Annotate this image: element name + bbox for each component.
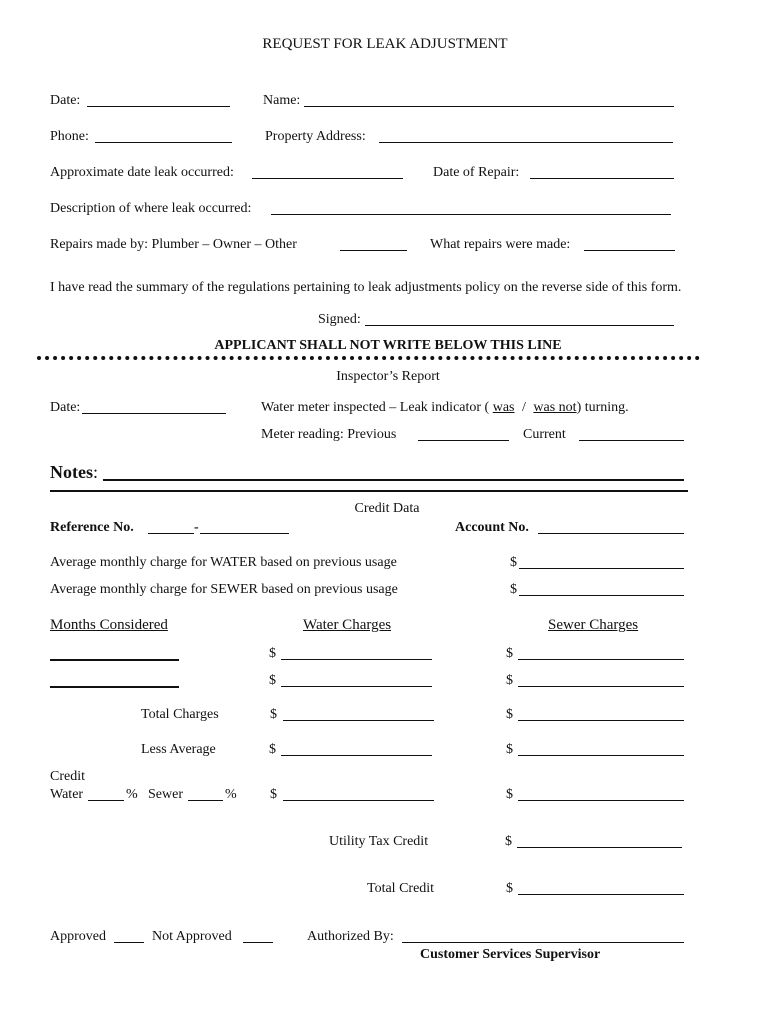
account-number-field[interactable] [538, 533, 684, 534]
not-approved-label: Not Approved [152, 929, 232, 944]
divider-notice: APPLICANT SHALL NOT WRITE BELOW THIS LINE [214, 338, 562, 353]
option-separator: / [522, 400, 526, 415]
sewer-pct-sign: % [225, 787, 237, 802]
not-approved-field[interactable] [243, 942, 273, 943]
credit-data-heading: Credit Data [354, 501, 420, 516]
total-sewer-field[interactable] [518, 720, 684, 721]
total-credit-field[interactable] [518, 894, 684, 895]
total-water-field[interactable] [283, 720, 434, 721]
water-meter-label: Water meter inspected – Leak indicator ( [261, 400, 490, 415]
utility-tax-credit-field[interactable] [517, 847, 682, 848]
month-2-water-currency: $ [269, 673, 276, 688]
current-reading-field[interactable] [579, 440, 684, 441]
was-option[interactable]: was [492, 400, 515, 415]
meter-reading-label: Meter reading: Previous [261, 427, 397, 442]
signed-label: Signed: [318, 312, 361, 327]
less-average-label: Less Average [141, 742, 216, 757]
phone-field[interactable] [95, 142, 232, 143]
property-address-label: Property Address: [265, 129, 366, 144]
water-charges-header: Water Charges [303, 617, 392, 633]
name-label: Name: [263, 93, 301, 108]
total-charges-label: Total Charges [141, 707, 219, 722]
notes-colon: : [93, 462, 99, 482]
month-1-field[interactable] [50, 659, 179, 661]
months-considered-header: Months Considered [50, 617, 168, 633]
less-average-water-currency: $ [269, 742, 276, 757]
total-credit-label: Total Credit [367, 881, 435, 896]
approx-date-label: Approximate date leak occurred: [50, 165, 234, 180]
credit-label: Credit [50, 769, 85, 784]
utility-tax-credit-label: Utility Tax Credit [329, 834, 429, 849]
was-not-option[interactable]: was not [533, 400, 577, 415]
repairs-other-field[interactable] [340, 250, 407, 251]
reference-number-label: Reference No. [50, 520, 134, 535]
current-reading-label: Current [523, 427, 566, 442]
turning-text: ) turning. [576, 400, 629, 415]
avg-water-label: Average monthly charge for WATER based on previous usage [50, 555, 397, 570]
supervisor-title: Customer Services Supervisor [420, 947, 601, 962]
reference-number-part2[interactable] [200, 533, 289, 534]
phone-label: Phone: [50, 129, 89, 144]
inspector-date-field[interactable] [82, 413, 226, 414]
date-label: Date: [50, 93, 81, 108]
name-field[interactable] [304, 106, 674, 107]
what-repairs-field[interactable] [584, 250, 675, 251]
sewer-charges-header: Sewer Charges [548, 617, 639, 633]
less-average-sewer-currency: $ [506, 742, 513, 757]
signature-field[interactable] [365, 325, 674, 326]
credit-sewer-field[interactable] [518, 800, 684, 801]
previous-reading-field[interactable] [418, 440, 509, 441]
avg-sewer-field[interactable] [519, 595, 684, 596]
month-2-sewer-currency: $ [506, 673, 513, 688]
water-pct-label: Water [50, 787, 84, 802]
date-field[interactable] [87, 106, 230, 107]
reference-number-part1[interactable] [148, 533, 194, 534]
property-address-field[interactable] [379, 142, 673, 143]
form-title: REQUEST FOR LEAK ADJUSTMENT [262, 36, 508, 52]
utility-tax-currency: $ [505, 834, 512, 849]
water-pct-field[interactable] [88, 800, 124, 801]
inspector-report-heading: Inspector’s Report [336, 369, 440, 384]
month-2-sewer-field[interactable] [518, 686, 684, 687]
month-2-water-field[interactable] [281, 686, 432, 687]
avg-sewer-label: Average monthly charge for SEWER based on previous usage [50, 582, 398, 597]
month-1-sewer-field[interactable] [518, 659, 684, 660]
description-field[interactable] [271, 214, 671, 215]
water-pct-sign: % [126, 787, 138, 802]
approved-label: Approved [50, 929, 106, 944]
total-sewer-currency: $ [506, 707, 513, 722]
total-water-currency: $ [270, 707, 277, 722]
month-1-water-currency: $ [269, 646, 276, 661]
leak-indicator-line [261, 400, 629, 416]
reference-dash: - [194, 520, 199, 535]
authorized-by-field[interactable] [402, 942, 684, 943]
credit-water-currency: $ [270, 787, 277, 802]
notes-field[interactable] [103, 479, 684, 481]
dotted-divider [37, 356, 700, 360]
statement-text: I have read the summary of the regulations pertaining to leak adjustments policy on the reverse side of this form. [50, 280, 682, 295]
notes-rule [50, 490, 688, 492]
total-credit-currency: $ [506, 881, 513, 896]
approx-date-field[interactable] [252, 178, 403, 179]
credit-sewer-currency: $ [506, 787, 513, 802]
authorized-by-label: Authorized By: [307, 929, 394, 944]
repairs-made-by-label: Repairs made by: Plumber – Owner – Other [50, 237, 297, 252]
inspector-date-label: Date: [50, 400, 81, 415]
less-average-water-field[interactable] [281, 755, 432, 756]
avg-water-currency: $ [510, 555, 517, 570]
credit-water-field[interactable] [283, 800, 434, 801]
less-average-sewer-field[interactable] [518, 755, 684, 756]
approved-field[interactable] [114, 942, 144, 943]
avg-sewer-currency: $ [510, 582, 517, 597]
month-1-sewer-currency: $ [506, 646, 513, 661]
what-repairs-label: What repairs were made: [430, 237, 571, 252]
date-of-repair-field[interactable] [530, 178, 674, 179]
sewer-pct-label: Sewer [148, 787, 183, 802]
account-number-label: Account No. [455, 520, 529, 535]
description-label: Description of where leak occurred: [50, 201, 252, 216]
avg-water-field[interactable] [519, 568, 684, 569]
notes-label-line [50, 462, 98, 482]
sewer-pct-field[interactable] [188, 800, 223, 801]
month-1-water-field[interactable] [281, 659, 432, 660]
date-of-repair-label: Date of Repair: [433, 165, 520, 180]
notes-label: Notes [50, 462, 93, 482]
month-2-field[interactable] [50, 686, 179, 688]
